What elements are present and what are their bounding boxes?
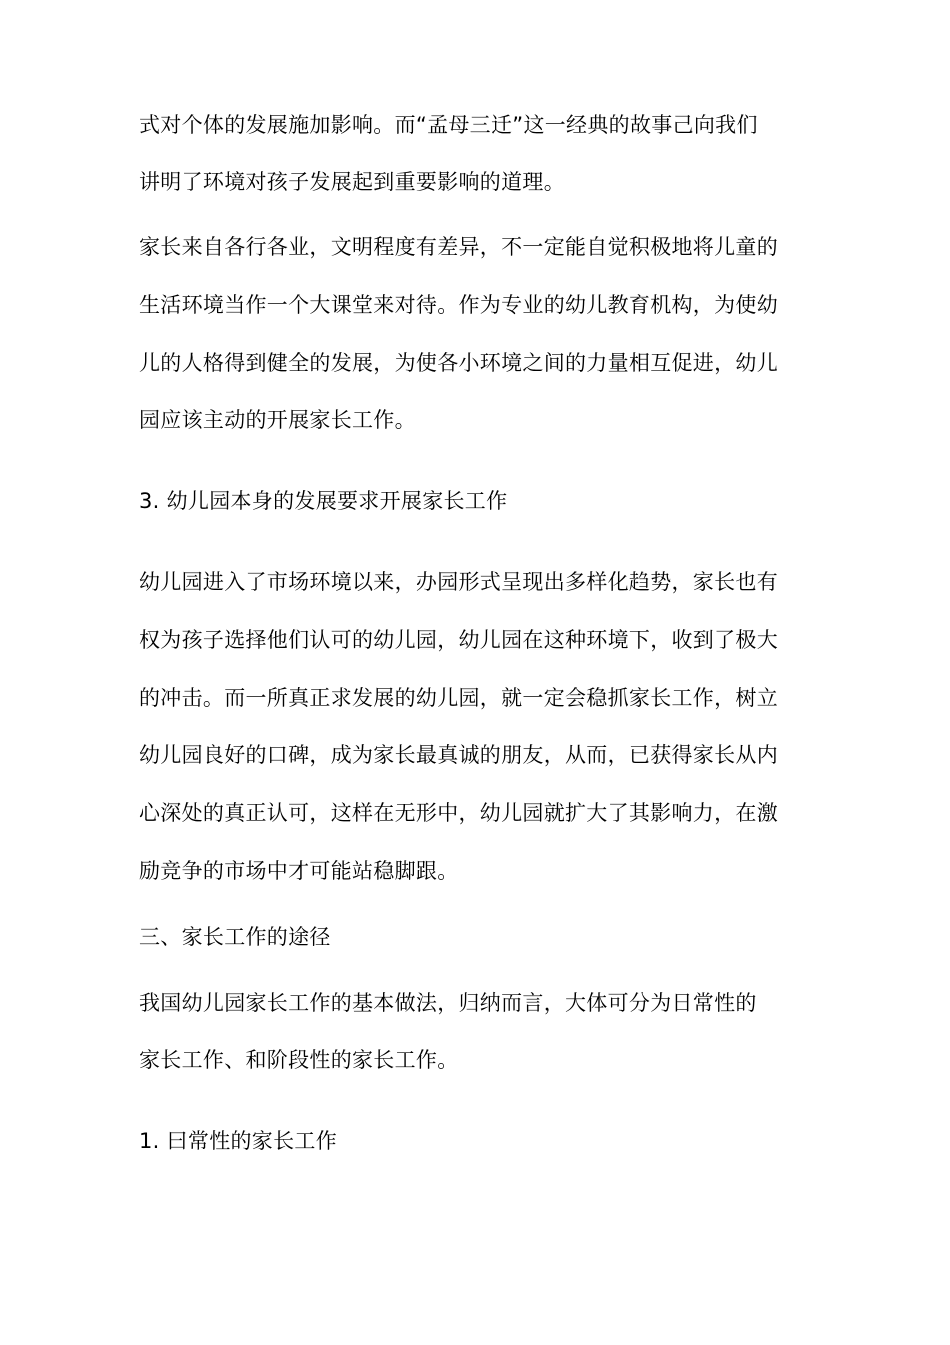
paragraph-line: 家长工作、和阶段性的家长工作。	[139, 1048, 459, 1072]
paragraph-line: 园应该主动的开展家长工作。	[139, 408, 416, 432]
paragraph-line: 我国幼儿园家长工作的基本做法，归纳而言，大体可分为日常性的	[139, 991, 757, 1015]
paragraph-line: 讲明了环境对孩子发展起到重要影响的道理。	[139, 170, 565, 194]
paragraph-line: 幼儿园良好的口碑，成为家长最真诚的朋友，从而，已获得家长从内	[139, 743, 778, 767]
paragraph-line: 家长来自各行各业，文明程度有差异，不一定能自觉积极地将儿童的	[139, 235, 778, 259]
section-heading: 1. 曰常性的家长工作	[139, 1129, 338, 1153]
section-heading: 3. 幼儿园本身的发展要求开展家长工作	[139, 489, 508, 513]
paragraph-line: 生活环境当作一个大课堂来对待。作为专业的幼儿教育机构，为使幼	[139, 293, 778, 317]
paragraph-line: 的冲击。而一所真正求发展的幼儿园，就一定会稳抓家长工作，树立	[139, 686, 778, 710]
paragraph-line: 式对个体的发展施加影响。而“孟母三迁”这一经典的故事己向我们	[139, 113, 758, 137]
paragraph-line: 励竞争的市场中才可能站稳脚跟。	[139, 859, 459, 883]
paragraph-line: 权为孩子选择他们认可的幼儿园，幼儿园在这种环境下，收到了极大	[139, 628, 778, 652]
paragraph-line: 心深处的真正认可，这样在无形中，幼儿园就扩大了其影响力，在激	[139, 801, 778, 825]
paragraph-line: 儿的人格得到健全的发展，为使各小环境之间的力量相互促进，幼儿	[139, 351, 778, 375]
paragraph-line: 幼儿园进入了市场环境以来，办园形式呈现出多样化趋势，家长也有	[139, 570, 778, 594]
section-heading: 三、家长工作的途径	[139, 925, 331, 949]
